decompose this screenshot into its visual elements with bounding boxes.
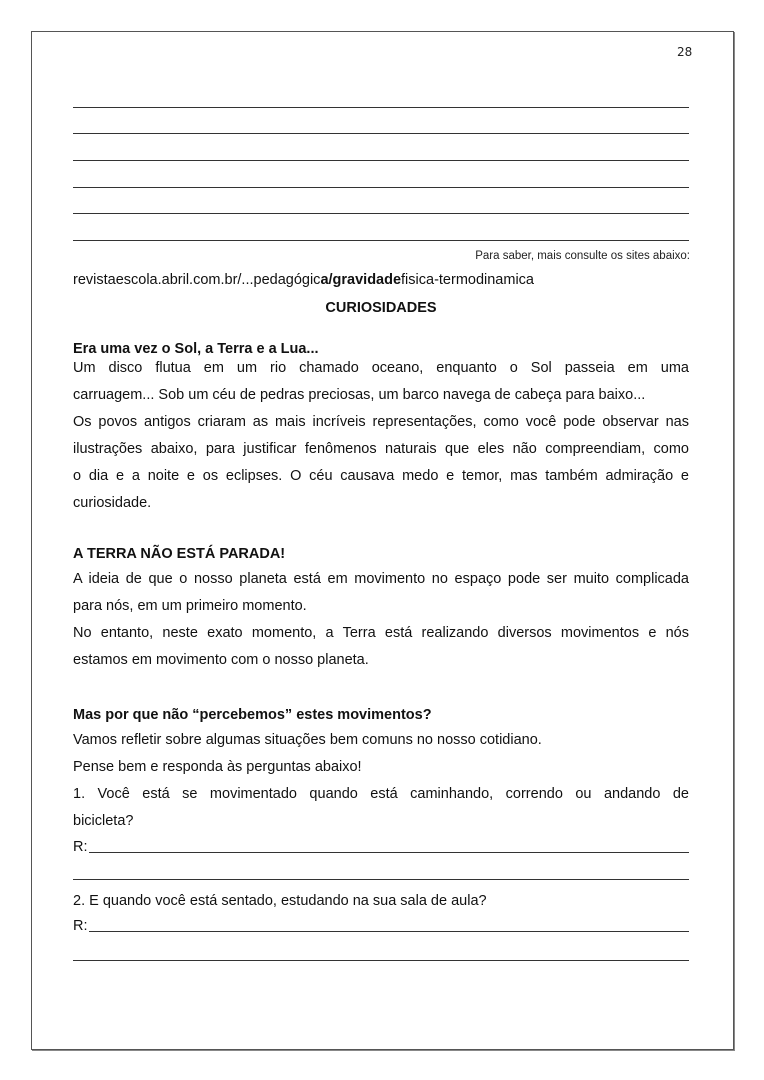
blank-writing-line [73,187,689,188]
text-line: curiosidade. [73,495,152,511]
answer-line[interactable] [89,917,690,932]
blank-writing-line [73,213,689,214]
text-line: Os povos antigos criaram as mais incríveis representações, como você pode observar nas [73,414,689,430]
blank-writing-line [73,240,689,241]
text-line: A ideia de que o nosso planeta está em movimento no espaço pode ser muito complicada [73,571,689,587]
answer-label: R: [73,839,88,855]
page-number: 28 [677,45,693,59]
blank-writing-line [73,160,689,161]
question-1-text: bicicleta? [73,813,134,829]
text-line: para nós, em um primeiro momento. [73,598,307,614]
text-line: ilustrações abaixo, para justificar fenômenos naturais que eles não compreendiam, como [73,441,689,457]
url-bold-part: gravidade [332,272,402,288]
section-heading-sol-terra-lua: Era uma vez o Sol, a Terra e a Lua... [73,341,319,357]
answer-field-1[interactable] [73,838,689,855]
paragraph-percebemos [73,727,689,835]
blank-writing-line [73,133,689,134]
answer-label: R: [73,918,88,934]
text-line: estamos em movimento com o nosso planeta. [73,652,369,668]
text-line: Vamos refletir sobre algumas situações bem comuns no nosso cotidiano. [73,732,542,748]
text-line: carruagem... Sob um céu de pedras preciosas, um barco navega de cabeça para baixo... [73,387,646,403]
section-heading-percebemos: Mas por que não “percebemos” estes movimentos? [73,707,432,723]
question-2 [73,888,689,915]
section-heading-terra-nao-parada: A TERRA NÃO ESTÁ PARADA! [73,546,286,562]
question-1-text: 1. Você está se movimentado quando está caminhando, correndo ou andando de [73,786,689,802]
text-line: Pense bem e responda às perguntas abaixo! [73,759,362,775]
answer-line[interactable] [89,838,690,853]
url-part: fisica-termodinamica [401,272,534,288]
text-line: o dia e a noite e os eclipses. O céu causava medo e temor, mas também admiração e [73,468,689,484]
paragraph-terra-nao-parada [73,566,689,674]
blank-writing-line [73,107,689,108]
paragraph-sol-terra-lua [73,355,689,517]
url-bold-part: a/ [320,272,333,288]
answer-line-continuation[interactable] [73,960,689,961]
section-title: CURIOSIDADES [325,300,437,316]
answer-line-continuation[interactable] [73,879,689,880]
source-url [73,272,534,288]
answer-field-2[interactable] [73,917,689,934]
sources-note: Para saber, mais consulte os sites abaixo: [475,250,690,262]
text-line: No entanto, neste exato momento, a Terra está realizando diversos movimentos e nós [73,625,689,641]
url-part: revistaescola.abril.com.br/...pedagógic [73,272,321,288]
text-line: Um disco flutua em um rio chamado oceano, enquanto o Sol passeia em uma [73,360,689,376]
question-2-text: 2. E quando você está sentado, estudando na sua sala de aula? [73,893,487,909]
